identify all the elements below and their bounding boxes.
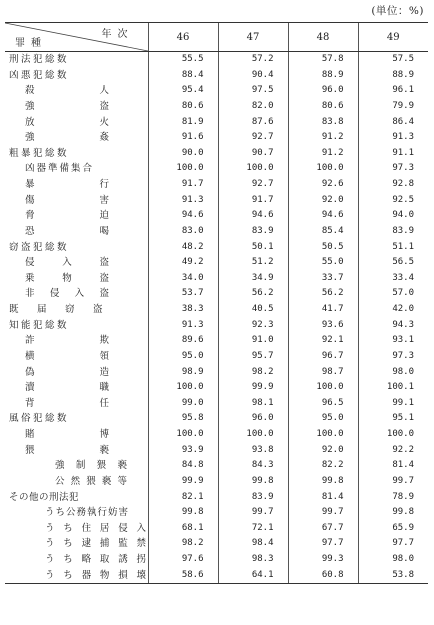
rate-value-cell: 50.5 <box>288 240 358 256</box>
rate-value-cell: 97.3 <box>358 161 428 177</box>
table-row <box>5 505 428 521</box>
rate-value-cell: 92.3 <box>218 318 288 334</box>
table-row <box>5 146 428 162</box>
rate-value-cell: 99.0 <box>148 396 218 412</box>
rate-value-cell: 88.9 <box>288 68 358 84</box>
rate-value-cell: 65.9 <box>358 521 428 537</box>
rate-value-cell: 40.5 <box>218 302 288 318</box>
rate-value-cell: 84.3 <box>218 458 288 474</box>
crime-category-cell <box>5 240 148 256</box>
crime-category-label: 強 制 猥 褻 <box>55 460 129 472</box>
table-row <box>5 161 428 177</box>
crime-category-label: 侵 入 盗 <box>25 257 111 269</box>
rate-value-cell: 82.0 <box>218 99 288 115</box>
rate-value-cell: 100.0 <box>288 161 358 177</box>
crime-category-cell <box>5 349 148 365</box>
rate-value-cell: 98.2 <box>148 536 218 552</box>
rate-value-cell: 98.0 <box>358 552 428 568</box>
rate-value-cell: 60.8 <box>288 568 358 584</box>
crime-category-label: 既 届 窃 盗 <box>9 304 105 315</box>
crime-category-label: 詐 欺 <box>25 335 111 347</box>
crime-category-cell <box>5 552 148 568</box>
rate-value-cell: 92.1 <box>288 333 358 349</box>
crime-category-cell <box>5 521 148 537</box>
rate-value-cell: 41.7 <box>288 302 358 318</box>
rate-value-cell: 56.5 <box>358 255 428 271</box>
rate-value-cell: 42.0 <box>358 302 428 318</box>
rate-value-cell: 95.8 <box>148 411 218 427</box>
rate-value-cell: 97.3 <box>358 349 428 365</box>
crime-category-label: 殺 人 <box>25 85 111 97</box>
table-row <box>5 318 428 334</box>
rate-value-cell: 90.4 <box>218 68 288 84</box>
rate-value-cell: 97.7 <box>358 536 428 552</box>
table-row <box>5 130 428 146</box>
rate-value-cell: 83.9 <box>358 224 428 240</box>
table-row <box>5 552 428 568</box>
rate-value-cell: 99.9 <box>218 380 288 396</box>
rate-value-cell: 57.0 <box>358 286 428 302</box>
crime-category-label: う ち 住 居 侵 入 <box>45 522 147 534</box>
rate-value-cell: 81.9 <box>148 115 218 131</box>
rate-value-cell: 57.5 <box>358 52 428 68</box>
crime-category-label: 乗 物 盗 <box>25 272 111 284</box>
table-row <box>5 99 428 115</box>
crime-category-cell <box>5 68 148 84</box>
rate-value-cell: 56.2 <box>218 286 288 302</box>
rate-value-cell: 100.1 <box>358 380 428 396</box>
rate-value-cell: 87.6 <box>218 115 288 131</box>
rate-value-cell: 92.7 <box>218 130 288 146</box>
table-body <box>5 52 428 584</box>
table-row <box>5 474 428 490</box>
clearance-rate-table <box>5 22 428 584</box>
rate-value-cell: 83.9 <box>218 490 288 506</box>
crime-category-label: 背 任 <box>25 397 111 409</box>
rate-value-cell: 82.1 <box>148 490 218 506</box>
rate-value-cell: 92.0 <box>288 443 358 459</box>
rate-value-cell: 91.7 <box>218 193 288 209</box>
rate-value-cell: 96.5 <box>288 396 358 412</box>
rate-value-cell: 48.2 <box>148 240 218 256</box>
crime-category-label: 凶器準備集合 <box>25 163 95 175</box>
crime-category-cell <box>5 52 148 68</box>
table-row <box>5 208 428 224</box>
rate-value-cell: 93.6 <box>288 318 358 334</box>
rate-value-cell: 57.8 <box>288 52 358 68</box>
rate-value-cell: 95.1 <box>358 411 428 427</box>
crime-category-label: 恐 喝 <box>25 225 111 237</box>
rate-value-cell: 97.5 <box>218 83 288 99</box>
crime-category-label: う ち 器 物 損 壊 <box>45 569 147 581</box>
rate-value-cell: 91.2 <box>288 146 358 162</box>
rate-value-cell: 90.7 <box>218 146 288 162</box>
crime-category-label: 放 火 <box>25 116 111 128</box>
crime-category-cell <box>5 99 148 115</box>
crime-category-label: 賭 博 <box>25 429 111 440</box>
rate-value-cell: 81.4 <box>288 490 358 506</box>
crime-category-label: 強 姦 <box>25 132 111 144</box>
crime-category-label: 窃盗犯総数 <box>9 241 70 253</box>
crime-category-label: 暴 行 <box>25 179 111 190</box>
rate-value-cell: 100.0 <box>288 380 358 396</box>
crime-category-cell <box>5 177 148 193</box>
rate-value-cell: 90.0 <box>148 146 218 162</box>
crime-category-cell <box>5 474 148 490</box>
rate-value-cell: 51.1 <box>358 240 428 256</box>
crime-category-cell <box>5 505 148 521</box>
rate-value-cell: 92.6 <box>288 177 358 193</box>
corner-year-label: 年次 <box>101 29 134 40</box>
crime-category-cell <box>5 193 148 209</box>
table-row <box>5 224 428 240</box>
rate-value-cell: 97.6 <box>148 552 218 568</box>
crime-category-cell <box>5 318 148 334</box>
rate-value-cell: 96.1 <box>358 83 428 99</box>
rate-value-cell: 79.9 <box>358 99 428 115</box>
table-row <box>5 333 428 349</box>
crime-category-label: 凶悪犯総数 <box>9 69 70 81</box>
rate-value-cell: 94.6 <box>148 208 218 224</box>
rate-value-cell: 72.1 <box>218 521 288 537</box>
rate-value-cell: 91.6 <box>148 130 218 146</box>
table-row <box>5 443 428 459</box>
rate-value-cell: 91.3 <box>148 318 218 334</box>
crime-category-cell <box>5 115 148 131</box>
rate-value-cell: 99.1 <box>358 396 428 412</box>
rate-value-cell: 99.8 <box>148 505 218 521</box>
crime-category-cell <box>5 271 148 287</box>
crime-category-label: 風俗犯総数 <box>9 413 70 425</box>
rate-value-cell: 89.6 <box>148 333 218 349</box>
table-row <box>5 411 428 427</box>
crime-category-cell <box>5 396 148 412</box>
rate-value-cell: 94.0 <box>358 208 428 224</box>
table-row <box>5 302 428 318</box>
rate-value-cell: 53.7 <box>148 286 218 302</box>
rate-value-cell: 56.2 <box>288 286 358 302</box>
crime-category-cell <box>5 333 148 349</box>
rate-value-cell: 51.2 <box>218 255 288 271</box>
crime-category-cell <box>5 146 148 162</box>
crime-category-label: 脅 迫 <box>25 210 111 222</box>
table-row <box>5 365 428 381</box>
unit-note: (単位：%) <box>371 5 424 17</box>
table-row <box>5 115 428 131</box>
crime-category-label: う ち 逮 捕 監 禁 <box>45 538 147 550</box>
year-header: 49 <box>358 23 428 52</box>
rate-value-cell: 92.8 <box>358 177 428 193</box>
rate-value-cell: 98.2 <box>218 365 288 381</box>
rate-value-cell: 99.7 <box>288 505 358 521</box>
rate-value-cell: 92.0 <box>288 193 358 209</box>
rate-value-cell: 100.0 <box>148 380 218 396</box>
rate-value-cell: 68.1 <box>148 521 218 537</box>
rate-value-cell: 100.0 <box>358 427 428 443</box>
table-row <box>5 52 428 68</box>
rate-value-cell: 100.0 <box>288 427 358 443</box>
rate-value-cell: 84.8 <box>148 458 218 474</box>
rate-value-cell: 91.7 <box>148 177 218 193</box>
rate-value-cell: 91.3 <box>358 130 428 146</box>
rate-value-cell: 91.2 <box>288 130 358 146</box>
rate-value-cell: 80.6 <box>288 99 358 115</box>
year-header: 46 <box>148 23 218 52</box>
crime-category-cell <box>5 427 148 443</box>
rate-value-cell: 97.7 <box>288 536 358 552</box>
crime-category-label: 非 侵 入 盗 <box>25 288 111 300</box>
header-row <box>5 23 428 52</box>
rate-value-cell: 93.8 <box>218 443 288 459</box>
crime-category-label: 刑法犯総数 <box>9 54 70 65</box>
table-row <box>5 255 428 271</box>
table-row <box>5 68 428 84</box>
rate-value-cell: 88.4 <box>148 68 218 84</box>
rate-value-cell: 94.3 <box>358 318 428 334</box>
table-row <box>5 240 428 256</box>
table-row <box>5 396 428 412</box>
crime-category-label: 粗暴犯総数 <box>9 147 70 159</box>
rate-value-cell: 95.0 <box>288 411 358 427</box>
rate-value-cell: 34.9 <box>218 271 288 287</box>
rate-value-cell: 53.8 <box>358 568 428 584</box>
crime-category-cell <box>5 536 148 552</box>
crime-category-cell <box>5 411 148 427</box>
rate-value-cell: 91.3 <box>148 193 218 209</box>
crime-category-cell <box>5 568 148 584</box>
table-row <box>5 536 428 552</box>
table-row <box>5 568 428 584</box>
crime-category-cell <box>5 458 148 474</box>
crime-category-label: 横 領 <box>25 350 111 362</box>
rate-value-cell: 100.0 <box>148 161 218 177</box>
crime-category-cell <box>5 443 148 459</box>
crime-category-label: 強 盗 <box>25 100 111 112</box>
rate-value-cell: 86.4 <box>358 115 428 131</box>
crime-category-label: 猥 褻 <box>25 444 111 456</box>
rate-value-cell: 96.0 <box>218 411 288 427</box>
rate-value-cell: 92.5 <box>358 193 428 209</box>
corner-header-cell <box>5 23 148 52</box>
rate-value-cell: 50.1 <box>218 240 288 256</box>
rate-value-cell: 98.1 <box>218 396 288 412</box>
rate-value-cell: 99.8 <box>288 474 358 490</box>
crime-category-cell <box>5 380 148 396</box>
crime-category-label: 傷 害 <box>25 194 111 206</box>
table-row <box>5 271 428 287</box>
crime-category-cell <box>5 161 148 177</box>
rate-value-cell: 98.3 <box>218 552 288 568</box>
rate-value-cell: 55.0 <box>288 255 358 271</box>
rate-value-cell: 78.9 <box>358 490 428 506</box>
crime-category-cell <box>5 130 148 146</box>
crime-category-label: 瀆 職 <box>25 382 111 394</box>
rate-value-cell: 33.7 <box>288 271 358 287</box>
rate-value-cell: 92.2 <box>358 443 428 459</box>
rate-value-cell: 92.7 <box>218 177 288 193</box>
rate-value-cell: 100.0 <box>148 427 218 443</box>
rate-value-cell: 98.7 <box>288 365 358 381</box>
rate-value-cell: 94.6 <box>218 208 288 224</box>
crime-category-cell <box>5 490 148 506</box>
corner-crime-label: 罪種 <box>15 38 47 49</box>
rate-value-cell: 99.8 <box>218 474 288 490</box>
crime-category-label: う ち 略 取 誘 拐 <box>45 554 147 565</box>
crime-category-label: 公 然 猥 褻 等 <box>55 475 129 487</box>
crime-category-label: 偽 造 <box>25 366 111 378</box>
crime-category-cell <box>5 286 148 302</box>
rate-value-cell: 83.9 <box>218 224 288 240</box>
rate-value-cell: 99.8 <box>358 505 428 521</box>
crime-category-cell <box>5 365 148 381</box>
rate-value-cell: 99.3 <box>288 552 358 568</box>
crime-category-cell <box>5 224 148 240</box>
rate-value-cell: 34.0 <box>148 271 218 287</box>
rate-value-cell: 100.0 <box>218 427 288 443</box>
rate-value-cell: 96.7 <box>288 349 358 365</box>
crime-category-cell <box>5 255 148 271</box>
crime-category-label: 知能犯総数 <box>9 319 70 331</box>
rate-value-cell: 85.4 <box>288 224 358 240</box>
table-row <box>5 286 428 302</box>
table-row <box>5 193 428 209</box>
crime-category-label: うち公務執行妨害 <box>45 507 130 519</box>
rate-value-cell: 93.9 <box>148 443 218 459</box>
rate-value-cell: 99.7 <box>358 474 428 490</box>
table-row <box>5 490 428 506</box>
rate-value-cell: 38.3 <box>148 302 218 318</box>
table-row <box>5 177 428 193</box>
table-row <box>5 83 428 99</box>
rate-value-cell: 99.7 <box>218 505 288 521</box>
rate-value-cell: 88.9 <box>358 68 428 84</box>
rate-value-cell: 55.5 <box>148 52 218 68</box>
rate-value-cell: 33.4 <box>358 271 428 287</box>
rate-value-cell: 91.1 <box>358 146 428 162</box>
rate-value-cell: 82.2 <box>288 458 358 474</box>
rate-value-cell: 83.0 <box>148 224 218 240</box>
crime-category-cell <box>5 83 148 99</box>
rate-value-cell: 93.1 <box>358 333 428 349</box>
rate-value-cell: 57.2 <box>218 52 288 68</box>
rate-value-cell: 81.4 <box>358 458 428 474</box>
table-row <box>5 380 428 396</box>
rate-value-cell: 96.0 <box>288 83 358 99</box>
rate-value-cell: 98.0 <box>358 365 428 381</box>
rate-value-cell: 98.4 <box>218 536 288 552</box>
rate-value-cell: 95.0 <box>148 349 218 365</box>
rate-value-cell: 91.0 <box>218 333 288 349</box>
rate-value-cell: 95.7 <box>218 349 288 365</box>
rate-value-cell: 99.9 <box>148 474 218 490</box>
year-header: 47 <box>218 23 288 52</box>
rate-value-cell: 95.4 <box>148 83 218 99</box>
rate-value-cell: 94.6 <box>288 208 358 224</box>
rate-value-cell: 67.7 <box>288 521 358 537</box>
rate-value-cell: 80.6 <box>148 99 218 115</box>
table-row <box>5 427 428 443</box>
rate-value-cell: 49.2 <box>148 255 218 271</box>
year-header: 48 <box>288 23 358 52</box>
table-row <box>5 458 428 474</box>
rate-value-cell: 58.6 <box>148 568 218 584</box>
rate-value-cell: 64.1 <box>218 568 288 584</box>
table-row <box>5 349 428 365</box>
crime-category-cell <box>5 302 148 318</box>
table-row <box>5 521 428 537</box>
rate-value-cell: 98.9 <box>148 365 218 381</box>
rate-value-cell: 83.8 <box>288 115 358 131</box>
rate-value-cell: 100.0 <box>218 161 288 177</box>
crime-category-cell <box>5 208 148 224</box>
crime-category-label: その他の刑法犯 <box>9 491 80 503</box>
